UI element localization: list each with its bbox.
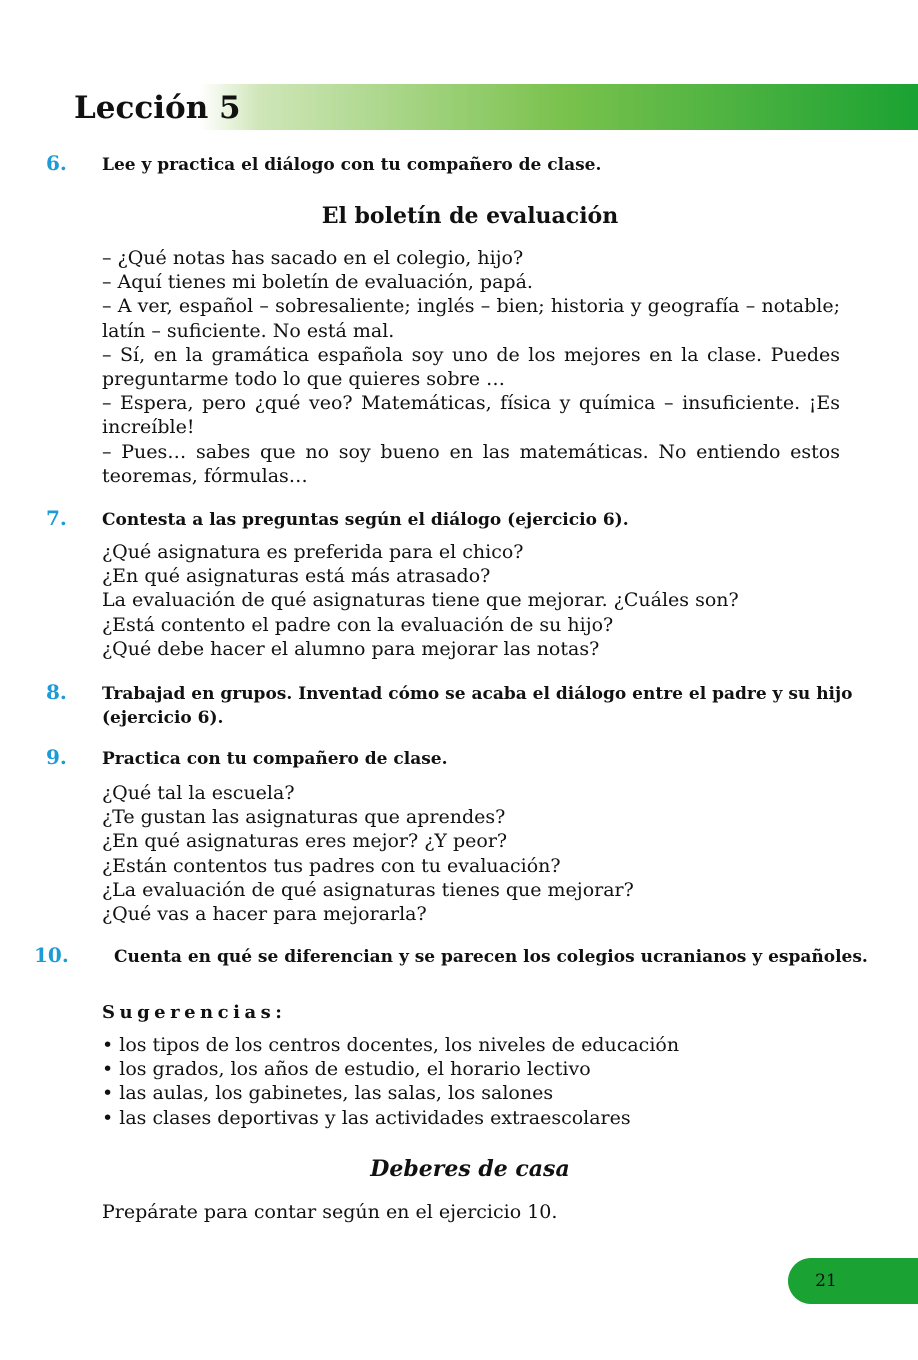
- question-item: ¿Te gustan las asignaturas que aprendes?: [102, 806, 506, 829]
- question-item: La evaluación de qué asignaturas tiene que mejorar. ¿Cuáles son?: [102, 589, 739, 612]
- question-item: ¿Están contentos tus padres con tu evaluación?: [102, 854, 561, 877]
- dialog-line: – Aquí tienes mi boletín de evaluación, papá.: [102, 271, 533, 294]
- exercise-10-heading: [34, 943, 884, 969]
- question-item: ¿Qué debe hacer el alumno para mejorar las notas?: [102, 637, 600, 660]
- exercise-instruction: Contesta a las preguntas según el diálogo (ejercicio 6).: [102, 510, 629, 530]
- exercise-instruction: Trabajad en grupos. Inventad cómo se acaba el diálogo entre el padre y su hijo (ejercicio 6).: [102, 684, 853, 728]
- question-item: ¿Qué vas a hacer para mejorarla?: [102, 903, 427, 926]
- question-item: ¿En qué asignaturas está más atrasado?: [102, 565, 491, 588]
- question-item: ¿En qué asignaturas eres mejor? ¿Y peor?: [102, 830, 508, 853]
- exercise-number: 9.: [46, 745, 67, 769]
- dialog-title: El boletín de evaluación: [321, 203, 619, 229]
- question-item: ¿Qué tal la escuela?: [102, 782, 295, 804]
- list-item: • los tipos de los centros docentes, los niveles de educación: [102, 1033, 840, 1057]
- dialog-line: – A ver, español – sobresaliente; inglés – bien; historia y geografía – notable; latín – suficiente. No está mal.: [102, 295, 840, 342]
- question-item: ¿Qué asignatura es preferida para el chico?: [102, 541, 524, 563]
- exercise-7-heading: [46, 506, 872, 532]
- list-item: • las clases deportivas y las actividades extraescolares: [102, 1106, 840, 1130]
- exercise-instruction: Practica con tu compañero de clase.: [102, 749, 448, 769]
- question-item: ¿Está contento el padre con la evaluación de su hijo?: [102, 613, 614, 636]
- dialog-line: – Espera, pero ¿qué veo? Matemáticas, física y química – insuficiente. ¡Es increíble!: [102, 392, 840, 439]
- exercise-instruction: Lee y practica el diálogo con tu compañero de clase.: [102, 155, 602, 175]
- dialog-line: – Pues… sabes que no soy bueno en las matemáticas. No entiendo estos teoremas, fórmulas…: [102, 440, 840, 487]
- homework-text: Prepárate para contar según en el ejercicio 10.: [102, 1201, 558, 1223]
- sugerencias-label: Sugerencias:: [102, 1002, 287, 1023]
- homework-title: Deberes de casa: [370, 1156, 570, 1182]
- list-item: • los grados, los años de estudio, el horario lectivo: [102, 1057, 840, 1081]
- exercise-8-heading: [46, 680, 872, 730]
- dialog-line: – ¿Qué notas has sacado en el colegio, hijo?: [102, 247, 524, 269]
- exercise-number: 6.: [46, 151, 67, 175]
- exercise-9-heading: [46, 745, 872, 771]
- question-item: ¿La evaluación de qué asignaturas tienes que mejorar?: [102, 878, 634, 901]
- exercise-6-heading: [46, 151, 872, 177]
- exercise-number: 8.: [46, 680, 67, 704]
- page-number: 21: [815, 1271, 837, 1291]
- list-item: • las aulas, los gabinetes, las salas, los salones: [102, 1081, 840, 1105]
- exercise-number: 7.: [46, 506, 67, 530]
- dialog-text: [102, 246, 840, 488]
- dialog-line: – Sí, en la gramática española soy uno de los mejores en la clase. Puedes preguntarme todo lo que quieres sobre …: [102, 343, 840, 391]
- lesson-title: Lección 5: [74, 90, 241, 126]
- question-list: [102, 781, 840, 926]
- question-list: [102, 540, 840, 661]
- sugerencias-list: [102, 1033, 840, 1130]
- exercise-instruction: Cuenta en qué se diferencian y se parecen los colegios ucranianos y españoles.: [114, 947, 868, 967]
- exercise-number: 10.: [34, 943, 69, 967]
